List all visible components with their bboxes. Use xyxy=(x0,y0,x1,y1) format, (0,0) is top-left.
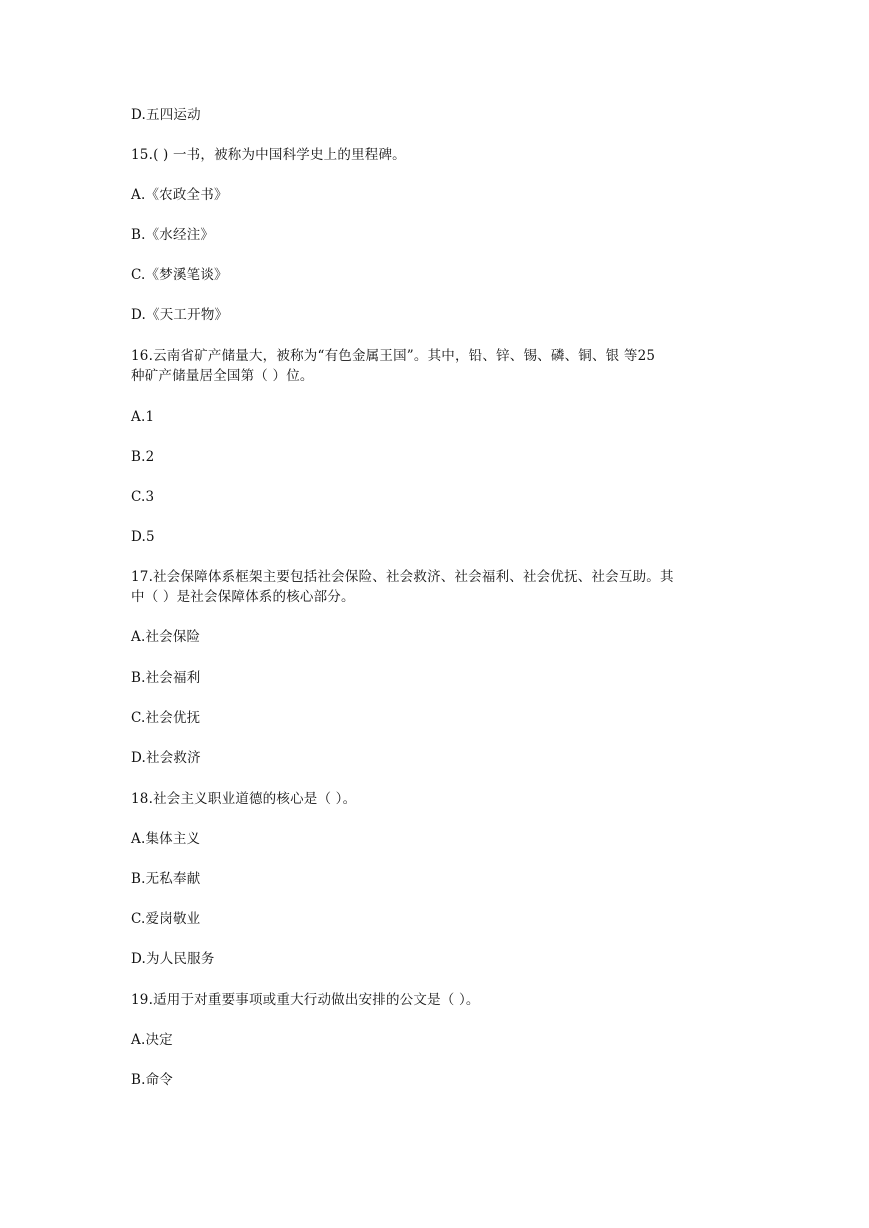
question-17-stem-line-2: 中（ ）是社会保障体系的核心部分。 xyxy=(131,589,355,605)
question-16-option-c: C.3 xyxy=(131,489,155,505)
question-16-option-b: B.2 xyxy=(131,449,155,465)
question-18-option-d: D.为人民服务 xyxy=(131,951,215,967)
question-19-stem: 19.适用于对重要事项或重大行动做出安排的公文是（ ）。 xyxy=(131,992,480,1008)
option-d-previous: D.五四运动 xyxy=(131,107,201,123)
question-17-option-a: A.社会保险 xyxy=(131,629,201,645)
question-19-option-b: B.命令 xyxy=(131,1072,174,1088)
question-17-option-d: D.社会救济 xyxy=(131,750,201,766)
question-16-option-d: D.5 xyxy=(131,529,155,545)
question-18-stem: 18.社会主义职业道德的核心是（ ）。 xyxy=(131,791,357,807)
question-15-option-d: D.《天工开物》 xyxy=(131,307,229,323)
question-16-option-a: A.1 xyxy=(131,409,155,425)
question-15-option-a: A.《农政全书》 xyxy=(131,187,228,203)
question-15-stem: 15.( ) 一书，被称为中国科学史上的里程碑。 xyxy=(131,147,406,163)
question-18-option-c: C.爱岗敬业 xyxy=(131,911,201,927)
question-15-option-c: C.《梦溪笔谈》 xyxy=(131,267,228,283)
question-18-option-a: A.集体主义 xyxy=(131,831,201,847)
question-17-stem-line-1: 17.社会保障体系框架主要包括社会保险、社会救济、社会福利、社会优抚、社会互助。其 xyxy=(131,569,674,585)
question-16-stem-line-1: 16.云南省矿产储量大，被称为“有色金属王国”。其中，铅、锌、锡、磷、铜、银 等25 xyxy=(131,348,656,364)
question-18-option-b: B.无私奉献 xyxy=(131,871,201,887)
question-15-option-b: B.《水经注》 xyxy=(131,227,215,243)
question-17-option-b: B.社会福利 xyxy=(131,670,201,686)
question-19-option-a: A.决定 xyxy=(131,1032,173,1048)
question-16-stem-line-2: 种矿产储量居全国第（ ）位。 xyxy=(131,368,314,384)
question-17-option-c: C.社会优抚 xyxy=(131,710,201,726)
